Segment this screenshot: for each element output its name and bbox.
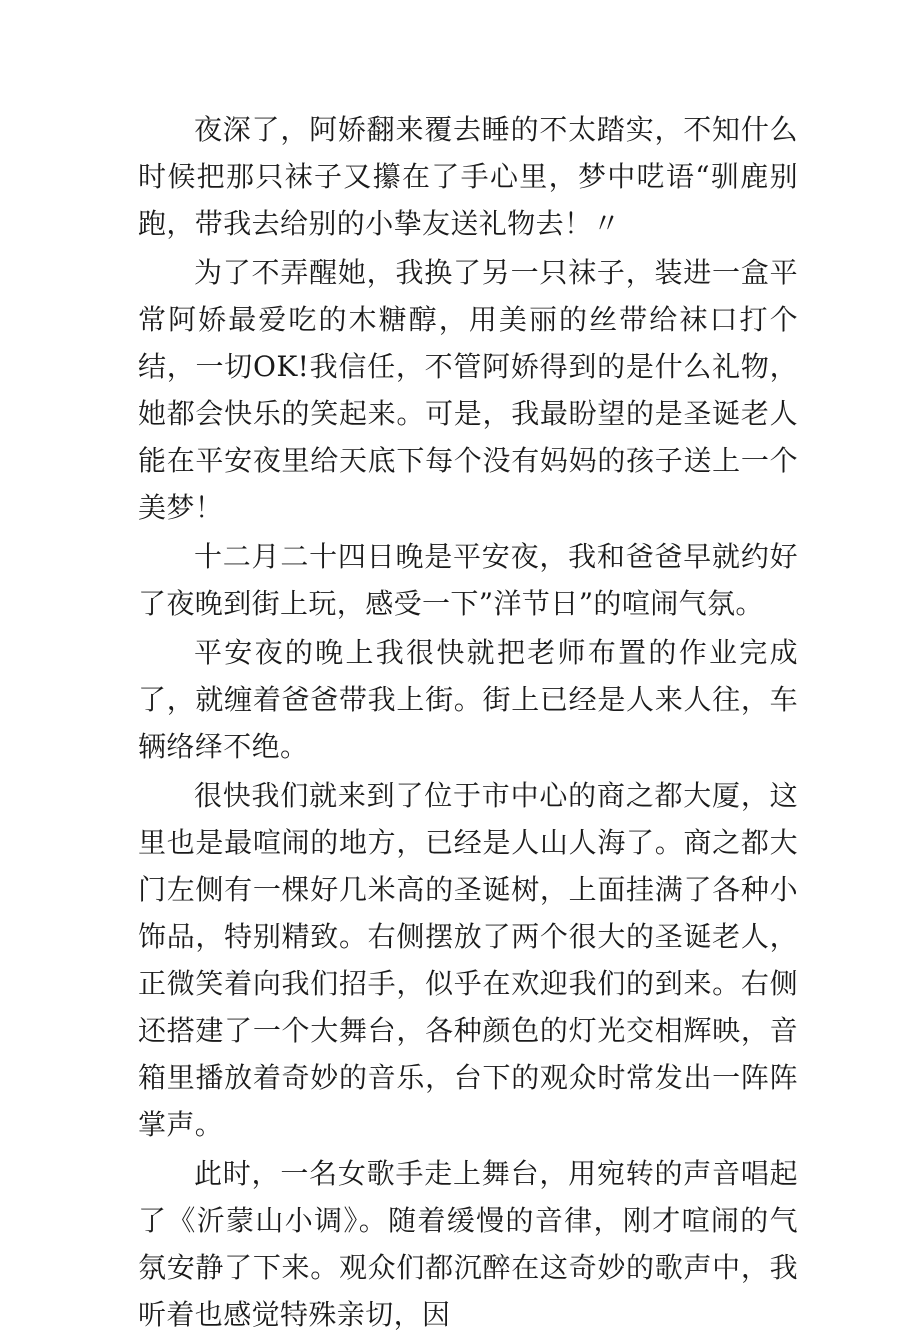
- paragraph-6: 此时，一名女歌手走上舞台，用宛转的声音唱起了《沂蒙山小调》。随着缓慢的音律，刚才喧闹的气氛安静了下来。观众们都沉醉在这奇妙的歌声中，我听着也感觉特殊亲切，因: [138, 1157, 798, 1331]
- paragraph-3: 十二月二十四日晚是平安夜，我和爸爸早就约好了夜晚到街上玩，感受一下”洋节日”的喧闹气氛。: [138, 540, 798, 620]
- paragraph-5: 很快我们就来到了位于市中心的商之都大厦，这里也是最喧闹的地方，已经是人山人海了。商之都大门左侧有一棵好几米高的圣诞树，上面挂满了各种小饰品，特别精致。右侧摆放了两个很大的圣诞老人，正微笑着向我们招手，似乎在欢迎我们的到来。右侧还搭建了一个大舞台，各种颜色的灯光交相辉映，音箱里播放着奇妙的音乐，台下的观众时常发出一阵阵掌声。: [138, 779, 798, 1141]
- paragraph-2: 为了不弄醒她，我换了另一只袜子，装进一盒平常阿娇最爱吃的木糖醇，用美丽的丝带给袜口打个结，一切OK!我信任，不管阿娇得到的是什么礼物，她都会快乐的笑起来。可是，我最盼望的是圣诞老人能在平安夜里给天底下每个没有妈妈的孩子送上一个美梦！: [138, 256, 798, 524]
- document-body: [138, 106, 798, 1338]
- paragraph-4: 平安夜的晚上我很快就把老师布置的作业完成了，就缠着爸爸带我上街。街上已经是人来人往，车辆络绎不绝。: [138, 636, 798, 763]
- paragraph-1: 夜深了，阿娇翻来覆去睡的不太踏实，不知什么时候把那只袜子又攥在了手心里，梦中呓语“驯鹿别跑，带我去给别的小挚友送礼物去！〃: [138, 113, 798, 240]
